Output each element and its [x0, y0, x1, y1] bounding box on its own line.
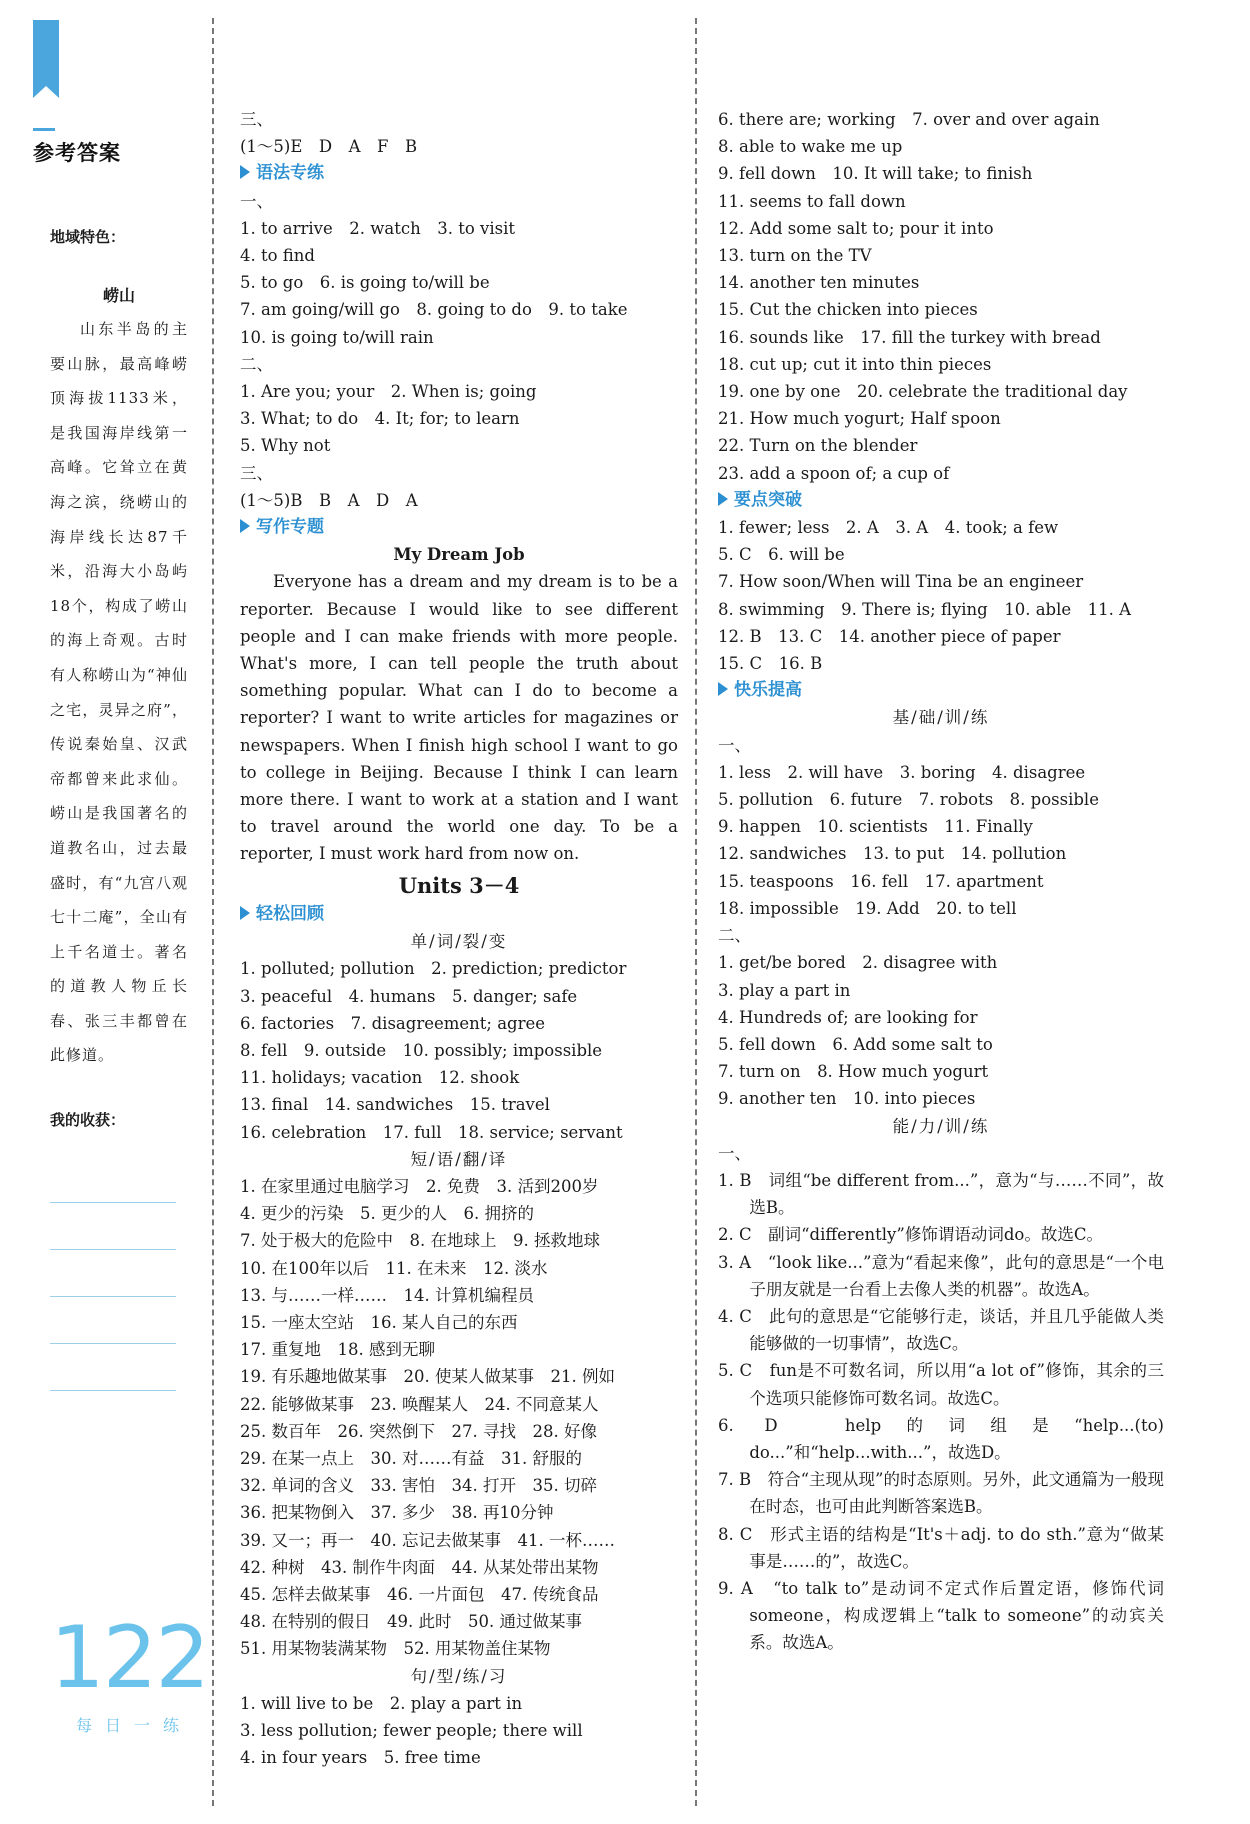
explanation-item: 2. C 副词“differently”修饰谓语动词do。故选C。 — [718, 1225, 1103, 1245]
column-divider-left — [212, 18, 214, 1806]
note-line — [50, 1249, 176, 1250]
answer-line: 1. will live to be 2. play a part in — [240, 1693, 523, 1713]
answer-line: 6. there are; working 7. over and over again — [718, 110, 1100, 129]
daily-practice-label: 每日一练 — [76, 1716, 193, 1735]
answer-line: 15. C 16. B — [718, 654, 823, 674]
region-feature-heading: 地域特色： — [50, 228, 126, 246]
answer-line: 7. am going/will go 8. going to do 9. to take — [240, 300, 628, 320]
answer-line: 23. add a spoon of; a cup of — [718, 463, 950, 483]
answer-line: 5. fell down 6. Add some salt to — [718, 1034, 993, 1054]
answer-line: 15. 一座太空站 16. 某人自己的东西 — [240, 1312, 518, 1332]
section-number: 二、 — [240, 354, 273, 374]
answer-line: 12. sandwiches 13. to put 14. pollution — [718, 844, 1067, 864]
section-heading-writing: 写作专题 — [240, 514, 678, 541]
answer-line: 6. factories 7. disagreement; agree — [240, 1013, 546, 1033]
answer-line: 1. polluted; pollution 2. prediction; predictor — [240, 959, 627, 979]
answer-line: 19. 有乐趣地做某事 20. 使某人做某事 21. 例如 — [240, 1367, 615, 1387]
answer-line: 18. impossible 19. Add 20. to tell — [718, 898, 1017, 918]
answer-line: 7. How soon/When will Tina be an engineer — [718, 572, 1084, 592]
section-number: 二、 — [718, 926, 751, 946]
section-heading-grammar: 语法专练 — [240, 160, 678, 187]
answer-line: 29. 在某一点上 30. 对……有益 31. 舒服的 — [240, 1448, 582, 1468]
section-number: 三、 — [240, 463, 273, 483]
answer-line: 48. 在特别的假日 49. 此时 50. 通过做某事 — [240, 1612, 582, 1632]
answer-line: 4. 更少的污染 5. 更少的人 6. 拥挤的 — [240, 1204, 534, 1224]
answer-line: 4. Hundreds of; are looking for — [718, 1007, 978, 1027]
answer-line: (1～5)B B A D A — [240, 490, 418, 510]
place-description: 山东半岛的主要山脉，最高峰崂顶海拔1133米，是我国海岸线第一高峰。它耸立在黄海之滨，绕崂山的海岸线长达87千米，沿海大小岛屿18个，构成了崂山的海上奇观。古时有人称崂山为“神仙之宅，灵异之府”，传说秦始皇、汉武帝都曾来此求仙。崂山是我国著名的道教名山，过去最盛时，有“九宫八观七十二庵”，全山有上千名道士。著名的道教人物丘长春、张三丰都曾在此修道。 — [50, 320, 188, 1065]
page-title: 参考答案 — [33, 141, 121, 165]
answer-line: 5. pollution 6. future 7. robots 8. possible — [718, 790, 1099, 810]
section-number: 一、 — [718, 1143, 751, 1163]
answer-line: 51. 用某物装满某物 52. 用某物盖住某物 — [240, 1639, 551, 1659]
answer-line: 1. get/be bored 2. disagree with — [718, 953, 998, 973]
header-bookmark-tab — [33, 20, 59, 86]
answer-line: 36. 把某物倒入 37. 多少 38. 再10分钟 — [240, 1503, 554, 1523]
answer-line: 7. 处于极大的危险中 8. 在地球上 9. 拯救地球 — [240, 1231, 600, 1251]
answer-line: 32. 单词的含义 33. 害怕 34. 打开 35. 切碎 — [240, 1476, 597, 1496]
answer-line: 12. Add some salt to; pour it into — [718, 218, 994, 238]
answer-line: 1. Are you; your 2. When is; going — [240, 382, 537, 402]
subheading-sentence-practice: 句/型/练/习 — [410, 1666, 508, 1686]
title-accent-line — [33, 128, 55, 131]
subheading-word-change: 单/词/裂/变 — [410, 932, 508, 952]
answer-line: 8. swimming 9. There is; flying 10. able 11. A — [718, 599, 1132, 619]
answer-line: 1. less 2. will have 3. boring 4. disagree — [718, 762, 1086, 782]
answer-line: 19. one by one 20. celebrate the traditional day — [718, 382, 1128, 402]
answer-line: 13. 与……一样…… 14. 计算机编程员 — [240, 1285, 534, 1305]
answer-line: 7. turn on 8. How much yogurt — [718, 1062, 989, 1082]
answer-line: 3. peaceful 4. humans 5. danger; safe — [240, 986, 578, 1006]
explanation-item: 6. D help的词组是“help...(to) do...”和“help...with...”，故选D。 — [718, 1415, 1164, 1462]
answer-line: 25. 数百年 26. 突然倒下 27. 寻找 28. 好像 — [240, 1421, 597, 1441]
explanation-item: 5. C fun是不可数名词，所以用“a lot of”修饰，其余的三个选项只能修饰可数名词。故选C。 — [718, 1361, 1164, 1408]
explanation-item: 8. C 形式主语的结构是“It's＋adj. to do sth.”意为“做某事是……的”，故选C。 — [718, 1524, 1164, 1571]
section-heading-key-points: 要点突破 — [718, 487, 1164, 514]
answer-line: 10. is going to/will rain — [240, 327, 434, 347]
place-title: 崂山 — [102, 286, 135, 305]
answer-line: 8. able to wake me up — [718, 137, 903, 157]
section-heading-improvement: 快乐提高 — [718, 677, 1164, 704]
answer-line: 16. sounds like 17. fill the turkey with bread — [718, 327, 1101, 347]
answer-line: 5. C 6. will be — [718, 545, 845, 565]
note-line — [50, 1390, 176, 1391]
answer-line: 9. fell down 10. It will take; to finish — [718, 164, 1033, 184]
answer-line: 21. How much yogurt; Half spoon — [718, 409, 1001, 429]
answer-line: 15. Cut the chicken into pieces — [718, 300, 978, 320]
answer-line: 4. in four years 5. free time — [240, 1748, 481, 1768]
note-line — [50, 1343, 176, 1344]
answer-line: 3. less pollution; fewer people; there will — [240, 1720, 583, 1740]
answer-line: 1. 在家里通过电脑学习 2. 免费 3. 活到200岁 — [240, 1176, 599, 1196]
answer-line: 9. another ten 10. into pieces — [718, 1089, 976, 1109]
answer-line: 11. seems to fall down — [718, 191, 906, 211]
answer-line: (1～5)E D A F B — [240, 137, 418, 157]
answer-line: 13. final 14. sandwiches 15. travel — [240, 1095, 550, 1115]
answer-line: 5. to go 6. is going to/will be — [240, 273, 490, 293]
subheading-ability-training: 能/力/训/练 — [892, 1116, 990, 1136]
answer-line: 22. 能够做某事 23. 唤醒某人 24. 不同意某人 — [240, 1394, 599, 1414]
answer-line: 14. another ten minutes — [718, 273, 920, 293]
answer-line: 17. 重复地 18. 感到无聊 — [240, 1340, 435, 1360]
answer-line: 3. What; to do 4. It; for; to learn — [240, 409, 520, 429]
section-number: 一、 — [718, 735, 751, 755]
answer-line: 15. teaspoons 16. fell 17. apartment — [718, 871, 1044, 891]
answer-line: 13. turn on the TV — [718, 246, 872, 266]
essay-title: My Dream Job — [393, 545, 525, 565]
explanation-item: 7. B 符合“主现从现”的时态原则。另外，此文通篇为一般现在时态，也可由此判断答案选B。 — [718, 1470, 1164, 1517]
answer-line: 1. to arrive 2. watch 3. to visit — [240, 218, 515, 238]
answer-line: 4. to find — [240, 246, 315, 266]
answer-line: 12. B 13. C 14. another piece of paper — [718, 626, 1061, 646]
answer-line: 3. play a part in — [718, 980, 851, 1000]
answer-line: 8. fell 9. outside 10. possibly; impossible — [240, 1040, 603, 1060]
answer-line: 9. happen 10. scientists 11. Finally — [718, 817, 1033, 837]
essay-body: Everyone has a dream and my dream is to be a reporter. Because I would like to see different people and I can make friends with more people. What's more, I can tell people the truth about something popular. What can I do to become a reporter? I want to write articles for magazines or newspapers. When I finish high school I want to go to college in Beijing. Because I think I can learn more there. I want to work at a station and I want to travel around the world one day. To be a reporter, I must work hard from now on. — [240, 572, 678, 864]
answer-line: 45. 怎样去做某事 46. 一片面包 47. 传统食品 — [240, 1584, 599, 1604]
unit-heading: Units 3－4 — [398, 872, 520, 898]
column-divider-right — [695, 18, 697, 1806]
explanation-item: 9. A “to talk to”是动词不定式作后置定语，修饰代词someone，构成逻辑上“talk to someone”的动宾关系。故选A。 — [718, 1578, 1164, 1653]
answer-line: 10. 在100年以后 11. 在未来 12. 淡水 — [240, 1258, 548, 1278]
sidebar — [50, 226, 188, 1391]
section-number: 一、 — [240, 191, 273, 211]
explanation-item: 4. C 此句的意思是“它能够行走，谈话，并且几乎能做人类能够做的一切事情”，故选C。 — [718, 1306, 1164, 1354]
section-number: 三、 — [240, 110, 273, 129]
answer-line: 42. 种树 43. 制作牛肉面 44. 从某处带出某物 — [240, 1557, 599, 1577]
answer-line: 22. Turn on the blender — [718, 436, 918, 456]
harvest-heading: 我的收获： — [50, 1111, 126, 1130]
answer-line: 16. celebration 17. full 18. service; servant — [240, 1122, 623, 1142]
subheading-phrase-translation: 短/语/翻/译 — [410, 1149, 508, 1169]
answer-line: 18. cut up; cut it into thin pieces — [718, 354, 992, 374]
answers-right-column — [718, 106, 1164, 1657]
note-line — [50, 1296, 176, 1297]
answer-line: 39. 又一；再一 40. 忘记去做某事 41. 一杯…… — [240, 1530, 615, 1550]
explanation-item: 3. A “look like...”意为“看起来像”，此句的意思是“一个电子朋友就是一台看上去像人类的机器”。故选A。 — [718, 1252, 1164, 1299]
answer-line: 11. holidays; vacation 12. shook — [240, 1068, 520, 1088]
page-number: 122 — [50, 1608, 209, 1708]
explanation-item: 1. B 词组“be different from...”，意为“与……不同”，故选B。 — [718, 1170, 1164, 1218]
answers-middle-column — [240, 106, 678, 1771]
note-line — [50, 1202, 176, 1203]
section-heading-review: 轻松回顾 — [240, 901, 678, 928]
answer-line: 1. fewer; less 2. A 3. A 4. took; a few — [718, 518, 1059, 538]
subheading-basic-training: 基/础/训/练 — [892, 708, 990, 728]
answer-line: 5. Why not — [240, 436, 331, 456]
